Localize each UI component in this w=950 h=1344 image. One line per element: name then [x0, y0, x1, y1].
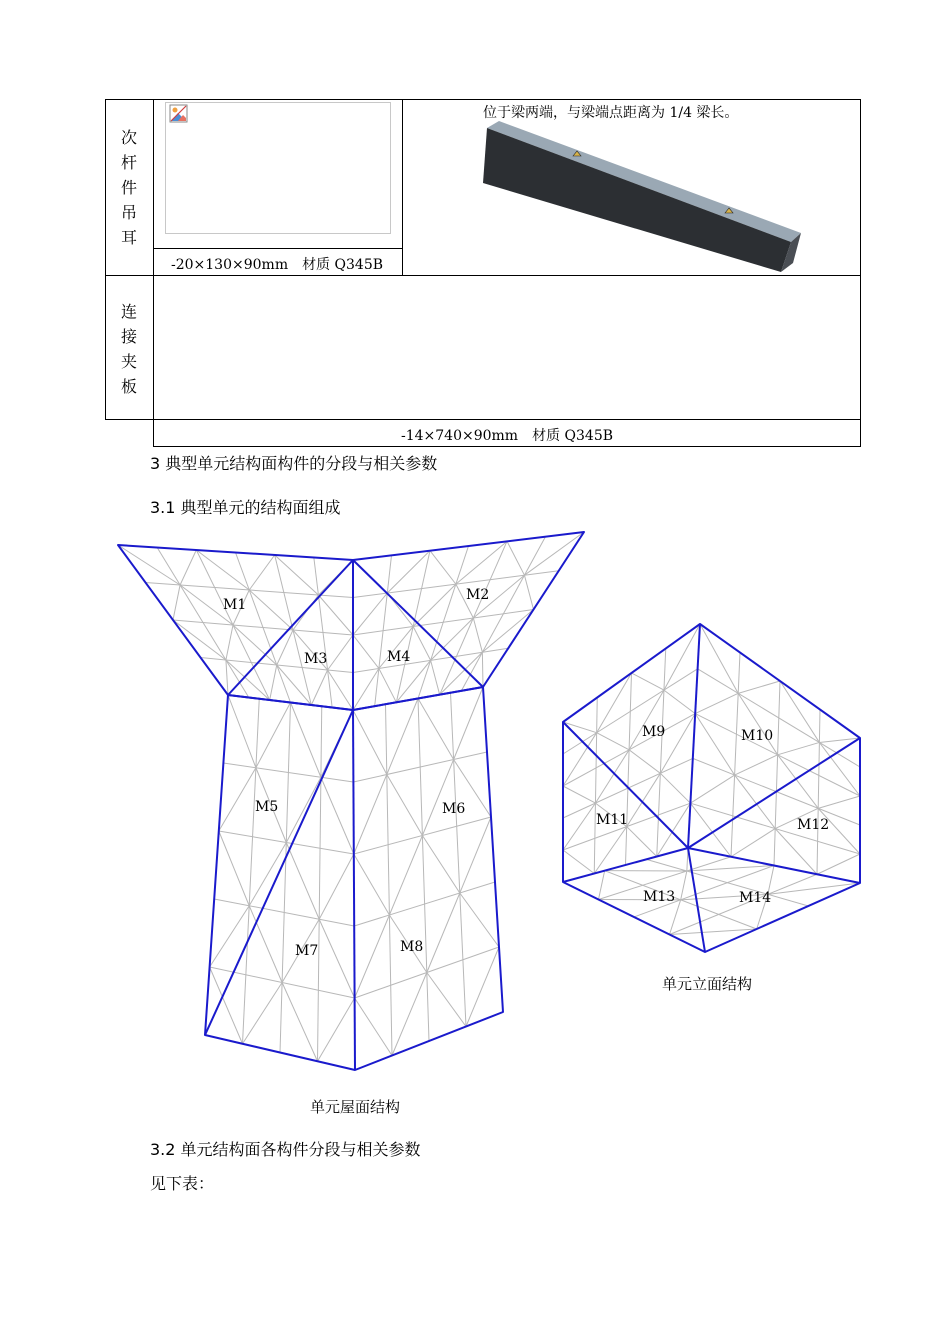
- panel-label: M1: [223, 597, 247, 613]
- grid-line: [461, 537, 545, 691]
- grid-line: [249, 906, 282, 983]
- panel-outline: [563, 624, 860, 952]
- grid-line: [482, 652, 483, 687]
- beam-render: [475, 121, 805, 273]
- grid-line: [180, 550, 196, 585]
- grid-line: [460, 817, 491, 893]
- broken-image-icon: [169, 104, 189, 124]
- grid-line: [386, 704, 393, 1055]
- row1-label-char: 件: [120, 178, 137, 197]
- image-placeholder: [165, 102, 391, 234]
- grid-line: [664, 690, 695, 714]
- grid-line: [355, 998, 392, 1056]
- row2-label-char: 夹: [120, 352, 137, 371]
- section-3-2-heading: 3.2 单元结构面各构件分段与相关参数: [150, 1140, 421, 1159]
- row1-note: 位于梁两端，与梁端点距离为 1/4 梁长。: [483, 105, 739, 121]
- row1-label-char: 吊: [120, 203, 137, 222]
- grid-line: [249, 555, 274, 590]
- panel-label: M13: [643, 889, 676, 905]
- panel-edge: [228, 560, 353, 695]
- row2-spec: -14×740×90mm 材质 Q345B: [400, 428, 614, 444]
- grid-line: [690, 775, 734, 803]
- grid-line: [664, 624, 700, 690]
- grid-line: [233, 625, 277, 665]
- section-3-heading: 3 典型单元结构面构件的分段与相关参数: [150, 454, 438, 473]
- panel-label: M2: [466, 587, 490, 603]
- grid-line: [210, 967, 243, 1044]
- grid-line: [353, 710, 387, 775]
- spec-table: [105, 99, 861, 447]
- grid-line: [454, 687, 483, 760]
- grid-line: [778, 742, 820, 754]
- grid-line: [629, 690, 664, 750]
- grid-line: [735, 755, 778, 775]
- grid-line: [597, 673, 632, 733]
- grid-line: [319, 854, 354, 919]
- grid-line: [275, 555, 319, 595]
- grid-line: [354, 775, 387, 855]
- panel-edge: [688, 624, 700, 848]
- grid-line: [594, 698, 597, 874]
- row2-label-char: 板: [120, 377, 137, 396]
- grid-line: [427, 893, 460, 973]
- grid-line: [389, 836, 422, 916]
- grid-line: [660, 714, 695, 774]
- grid-line: [780, 681, 819, 742]
- grid-line: [318, 998, 355, 1061]
- grid-line: [243, 983, 283, 1044]
- grid-line: [681, 871, 687, 900]
- grid-line: [422, 836, 459, 894]
- grid-line: [118, 545, 180, 585]
- panel-label: M11: [596, 812, 629, 828]
- panel-edge: [688, 848, 705, 952]
- panel-edge: [205, 710, 353, 1035]
- panel-label: M5: [255, 799, 279, 815]
- grid-line: [353, 635, 379, 668]
- grid-line: [157, 548, 249, 698]
- grid-line: [597, 733, 629, 750]
- grid-line: [355, 915, 390, 998]
- grid-line: [430, 551, 456, 584]
- grid-line: [387, 775, 423, 836]
- elevation-caption: 单元立面结构: [662, 975, 753, 993]
- grid-line: [354, 854, 390, 915]
- structure-figure: [0, 525, 950, 1125]
- grid-line: [173, 585, 180, 620]
- row1-label-char: 杆: [120, 153, 137, 172]
- grid-line: [738, 693, 777, 754]
- grid-line: [660, 773, 690, 803]
- grid-line: [210, 906, 250, 967]
- grid-line: [563, 850, 594, 874]
- row1-spec: -20×130×90mm 材质 Q345B: [171, 257, 384, 273]
- grid-line: [353, 593, 387, 635]
- grid-line: [286, 777, 321, 842]
- grid-line: [286, 843, 319, 920]
- grid-line: [738, 681, 780, 693]
- grid-line: [319, 919, 354, 998]
- grid-line: [774, 681, 780, 866]
- grid-line: [456, 541, 507, 584]
- grid-line: [219, 831, 249, 906]
- panel-edge: [353, 560, 483, 687]
- grid-line: [695, 693, 738, 713]
- grid-line: [314, 558, 332, 708]
- grid-line: [695, 714, 734, 775]
- grid-line: [629, 750, 660, 774]
- grid-line: [563, 786, 595, 803]
- section-3-1-heading: 3.1 典型单元的结构面组成: [150, 498, 341, 517]
- panel-label: M12: [797, 817, 830, 833]
- grid-line: [422, 760, 453, 836]
- grid-line: [700, 624, 738, 693]
- panel-label: M3: [304, 651, 328, 667]
- row1-label-char: 次: [120, 128, 137, 147]
- grid-line: [318, 706, 322, 1061]
- grid-line: [282, 983, 317, 1062]
- panel-label: M7: [295, 943, 319, 959]
- grid-line: [431, 618, 474, 660]
- grid-line: [460, 893, 499, 947]
- panel-label: M4: [387, 649, 411, 665]
- grid-line: [219, 768, 256, 831]
- grid-line: [249, 590, 293, 630]
- grid-line: [431, 660, 440, 694]
- grid-line: [413, 627, 430, 661]
- grid-line: [226, 660, 228, 695]
- grid-line: [196, 550, 249, 590]
- grid-line: [451, 693, 467, 1027]
- grid-line: [173, 620, 226, 660]
- grid-line: [818, 796, 860, 808]
- grid-line: [280, 703, 291, 1053]
- grid-line: [318, 595, 353, 635]
- row2-label-char: 接: [120, 327, 137, 346]
- grid-line: [277, 630, 293, 665]
- grid-line: [731, 829, 775, 857]
- panel-label: M6: [442, 801, 466, 817]
- grid-line: [524, 575, 533, 609]
- grid-line: [418, 699, 454, 760]
- grid-line: [563, 733, 597, 786]
- grid-line: [236, 553, 291, 703]
- grid-line: [473, 618, 482, 652]
- grid-line: [270, 665, 277, 700]
- panel-label: M10: [741, 728, 774, 744]
- row1-label-char: 耳: [120, 228, 137, 247]
- grid-line: [626, 673, 632, 865]
- grid-line: [670, 900, 681, 935]
- grid-line: [321, 777, 354, 854]
- grid-line: [632, 673, 664, 690]
- grid-line: [387, 699, 418, 775]
- panel-edge: [353, 710, 355, 1070]
- grid-line: [507, 541, 524, 575]
- body-text: 见下表：: [150, 1174, 215, 1193]
- panel-edge: [688, 738, 860, 848]
- grid-line: [379, 668, 396, 702]
- grid-line: [427, 973, 466, 1027]
- panel-label: M14: [739, 890, 772, 906]
- grid-line: [387, 551, 430, 593]
- grid-line: [817, 710, 820, 875]
- panel-label: M9: [642, 724, 666, 740]
- grid-line: [226, 660, 270, 700]
- grid-line: [328, 635, 353, 670]
- grid-line: [226, 625, 233, 660]
- roof-caption: 单元屋面结构: [310, 1098, 401, 1116]
- grid-line: [627, 827, 657, 857]
- grid-line: [375, 555, 392, 706]
- grid-line: [817, 854, 860, 874]
- grid-line: [243, 699, 260, 1044]
- grid-line: [256, 703, 291, 768]
- row2-label-char: 连: [120, 302, 137, 321]
- grid-line: [413, 584, 456, 626]
- grid-line: [291, 703, 321, 778]
- panel-label: M8: [400, 939, 424, 955]
- grid-line: [228, 695, 256, 768]
- grid-line: [670, 929, 757, 935]
- grid-line: [599, 871, 605, 900]
- grid-line: [311, 670, 327, 705]
